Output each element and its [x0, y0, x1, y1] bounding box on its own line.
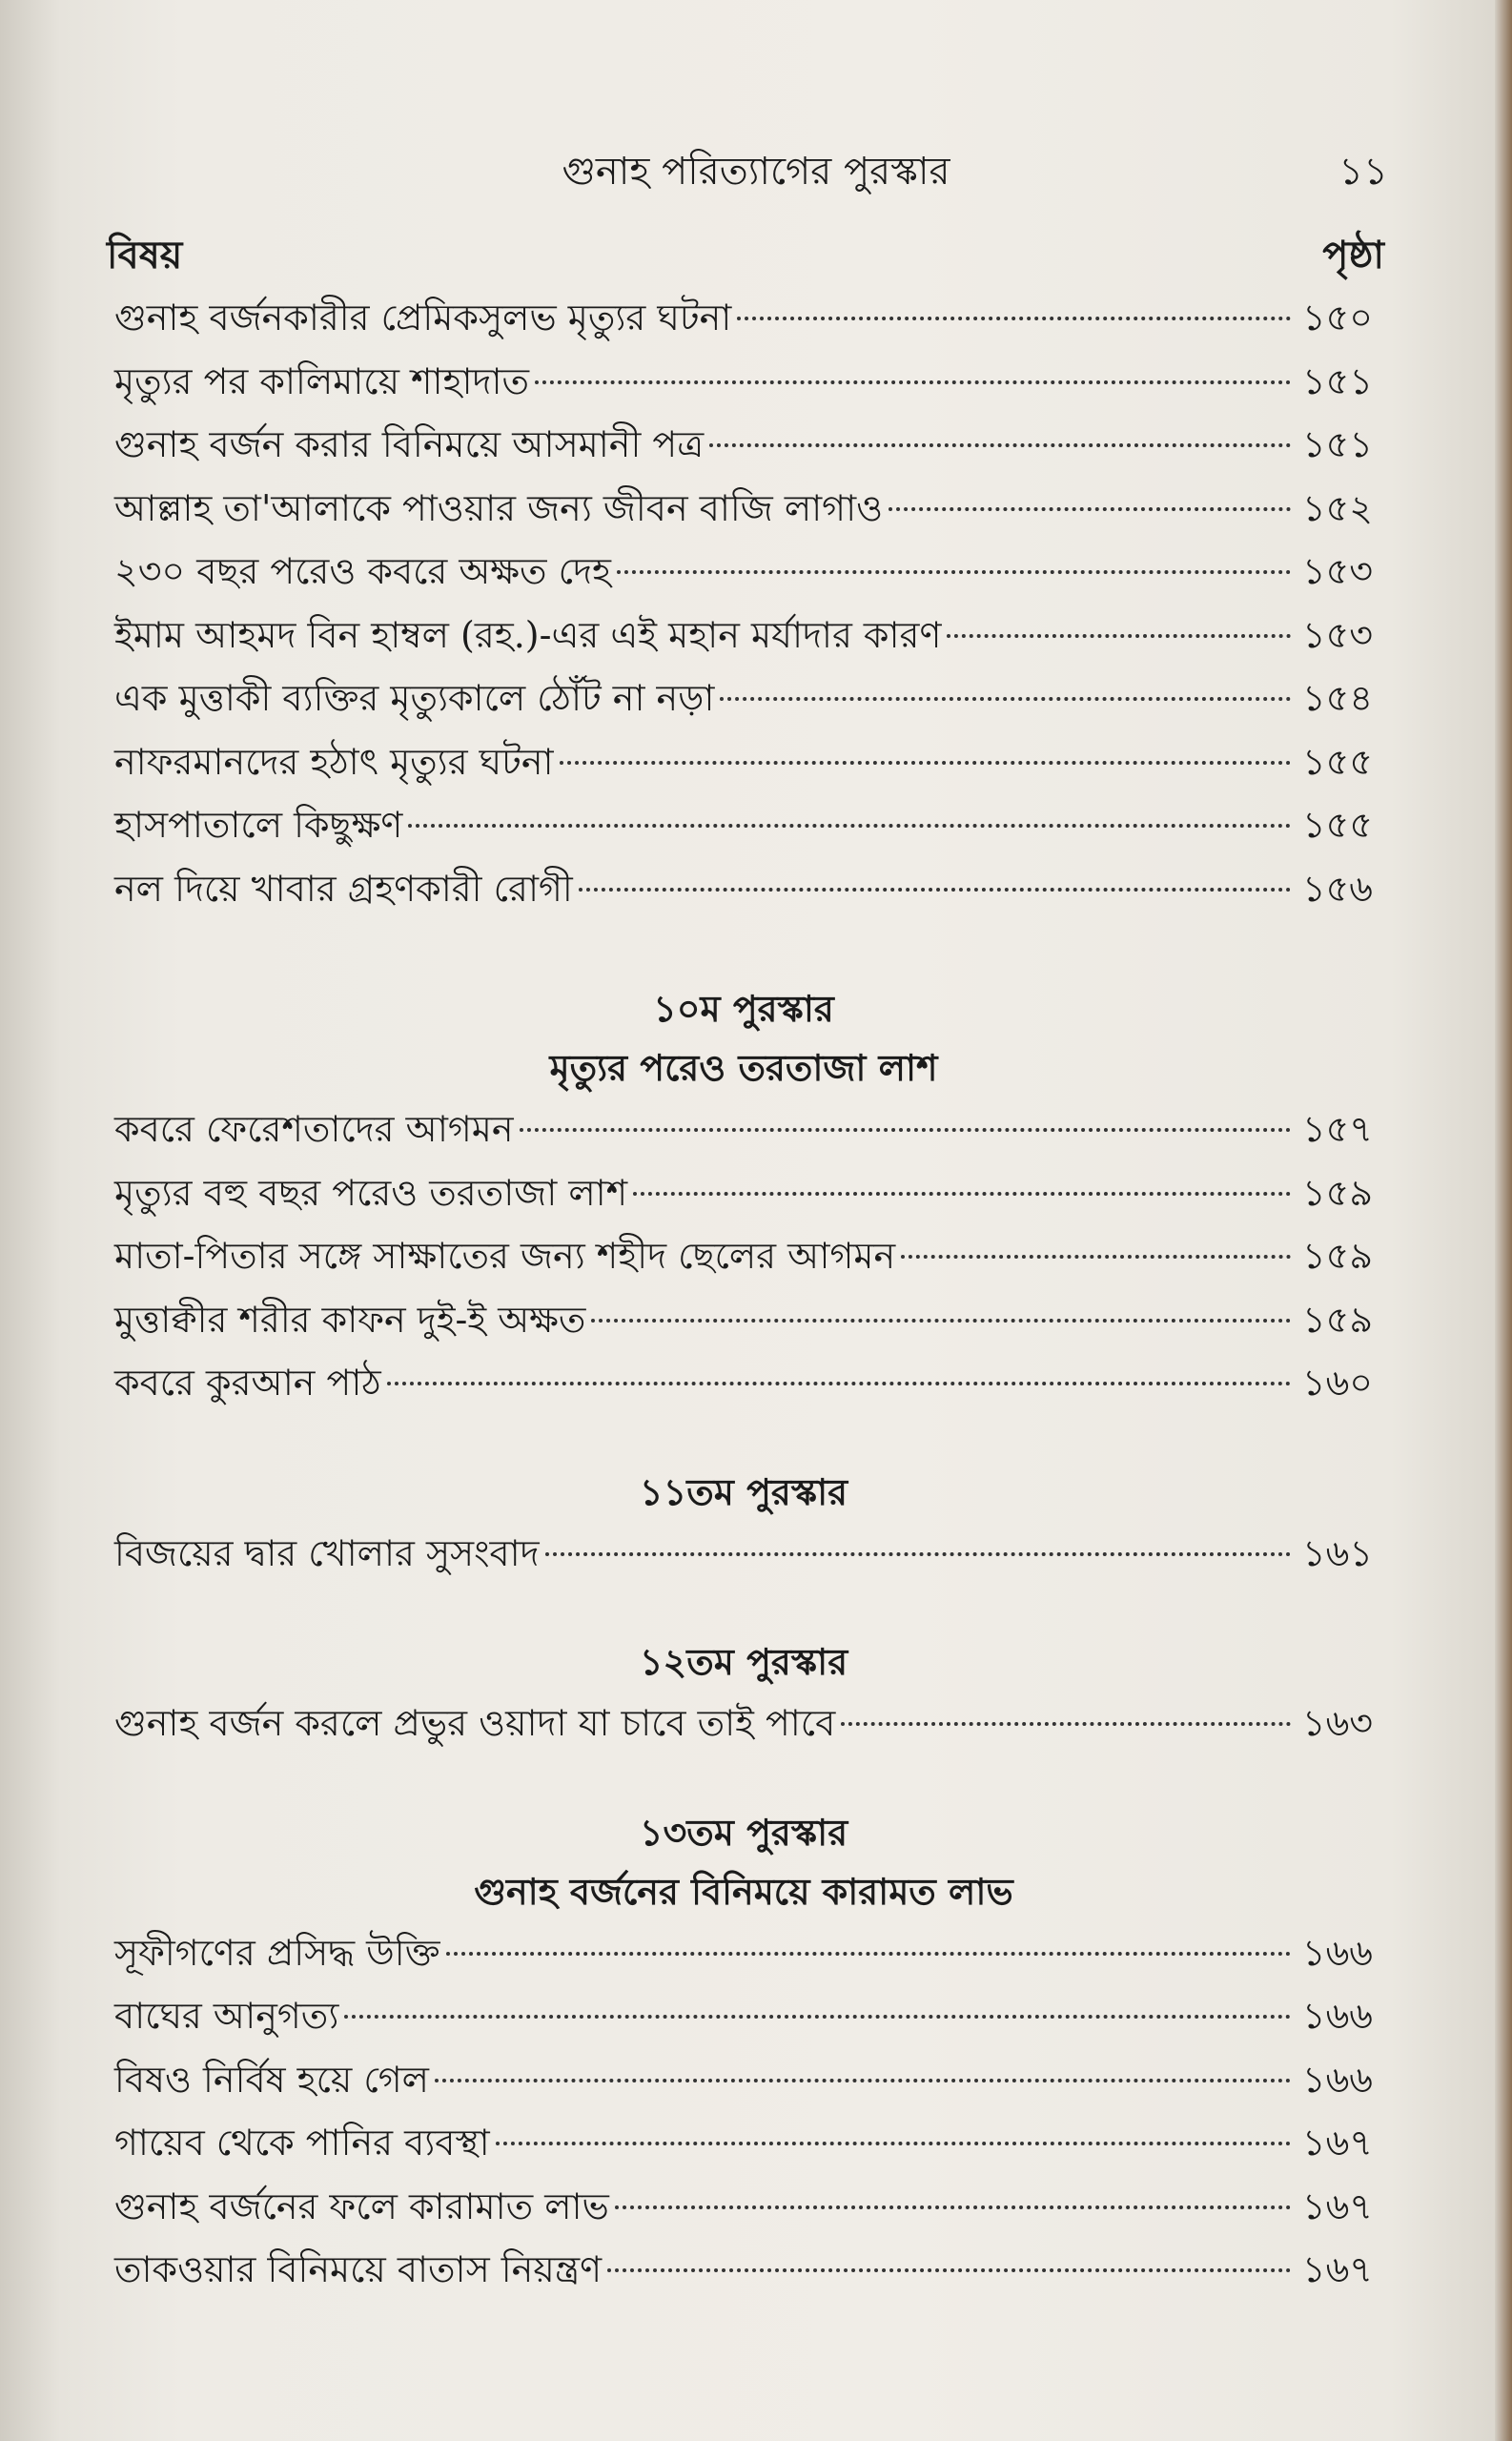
toc-entry-title: সূফীগণের প্রসিদ্ধ উক্তি	[114, 1931, 440, 1974]
toc-entry-title: বাঘের আনুগত্য	[114, 1995, 339, 2037]
dot-leader	[709, 443, 1291, 447]
toc-entry-page: ১৬৭	[1301, 2185, 1373, 2227]
dot-leader	[408, 824, 1291, 828]
toc-entry-title: বিজয়ের দ্বার খোলার সুসংবাদ	[114, 1531, 540, 1574]
toc-section-12	[114, 1632, 1373, 1755]
dot-leader	[617, 570, 1291, 574]
column-headers	[107, 227, 1384, 284]
dot-leader	[387, 1382, 1291, 1385]
toc-section-13	[114, 1803, 1373, 2302]
toc-entry-title: তাকওয়ার বিনিময়ে বাতাস নিয়ন্ত্রণ	[114, 2248, 603, 2290]
toc-entry-page: ১৬১	[1301, 1531, 1373, 1574]
toc-entry-title: নল দিয়ে খাবার গ্রহণকারী রোগী	[114, 867, 573, 910]
toc-entry	[114, 1522, 1373, 1586]
toc-entry-page: ১৫১	[1302, 423, 1373, 465]
dot-leader	[607, 2268, 1291, 2272]
toc-section-10	[114, 979, 1373, 1415]
running-head	[0, 143, 1512, 200]
dot-leader	[560, 761, 1291, 765]
toc-entry	[114, 2048, 1373, 2112]
dot-leader	[344, 2015, 1291, 2019]
dot-leader	[615, 2205, 1291, 2209]
toc-entry-page: ১৬৬	[1301, 1931, 1373, 1974]
toc-entry-title: নাফরমানদের হঠাৎ মৃত্যুর ঘটনা	[114, 740, 554, 783]
toc-entry	[114, 1921, 1373, 1985]
toc-entry-page: ১৫৬	[1301, 867, 1373, 910]
running-head-title: গুনাহ পরিত্যাগের পুরস্কার	[562, 150, 950, 194]
toc-entry-page: ১৬৬	[1301, 1995, 1373, 2037]
toc-entry-page: ১৫২	[1301, 486, 1373, 529]
toc-entry-title: মুত্তাক্বীর শরীর কাফন দুই-ই অক্ষত	[114, 1298, 586, 1341]
toc-entry	[114, 1692, 1373, 1755]
toc-entry	[114, 1161, 1373, 1225]
toc-entry	[114, 1097, 1373, 1161]
toc-entry-title: ২৩০ বছর পরেও কবরে অক্ষত দেহ	[114, 550, 611, 592]
dot-leader	[841, 1722, 1291, 1726]
toc-entry-page: ১৫৩	[1301, 550, 1373, 592]
toc-entry-page: ১৫৯	[1302, 1235, 1373, 1277]
toc-entry-page: ১৫৯	[1302, 1171, 1373, 1214]
toc-entry-page: ১৫৭	[1301, 1108, 1373, 1150]
toc-entry	[114, 350, 1373, 414]
dot-leader	[545, 1552, 1291, 1556]
dot-leader	[435, 2079, 1291, 2082]
dot-leader	[633, 1192, 1291, 1196]
toc-entry-page: ১৬৭	[1301, 2122, 1373, 2164]
toc-entry-page: ১৫৪	[1302, 677, 1373, 719]
dot-leader	[720, 697, 1291, 701]
dot-leader	[535, 380, 1291, 384]
toc-entry	[114, 1351, 1373, 1415]
toc-entry-title: কবরে কুরআন পাঠ	[114, 1362, 381, 1404]
toc-entry-page: ১৬৬	[1301, 2058, 1373, 2101]
toc-entry-page: ১৬৭	[1301, 2248, 1373, 2290]
toc-entry-title: কবরে ফেরেশতাদের আগমন	[114, 1108, 514, 1150]
toc-entry-page: ১৫৫	[1302, 804, 1373, 846]
toc-entry	[114, 286, 1373, 350]
toc-entry-page: ১৫৫	[1302, 740, 1373, 783]
toc-entry-title: গুনাহ বর্জনের ফলে কারামাত লাভ	[114, 2185, 609, 2227]
dot-leader	[520, 1128, 1291, 1132]
dot-leader	[496, 2142, 1291, 2145]
toc-entry-title: বিষও নির্বিষ হয়ে গেল	[114, 2058, 429, 2101]
toc-entry	[114, 413, 1373, 477]
toc-entry	[114, 857, 1373, 921]
toc-entry-title: গুনাহ বর্জনকারীর প্রেমিকসুলভ মৃত্যুর ঘটনা	[114, 297, 732, 338]
toc-entry-title: এক মুত্তাকী ব্যক্তির মৃত্যুকালে ঠোঁট না নড়া	[114, 677, 715, 719]
toc-group-intro	[114, 286, 1373, 920]
toc-entry-title: গায়েব থেকে পানির ব্যবস্থা	[114, 2122, 490, 2164]
section-number: ১৩তম পুরস্কার	[639, 1810, 848, 1854]
toc-entry	[114, 1984, 1373, 2048]
dot-leader	[446, 1952, 1291, 1956]
dot-leader	[901, 1255, 1291, 1259]
toc-section-11	[114, 1463, 1373, 1586]
section-number: ১১তম পুরস্কার	[639, 1469, 848, 1513]
toc-entry-title: মৃত্যুর বহু বছর পরেও তরতাজা লাশ	[114, 1171, 628, 1214]
toc-entry	[114, 730, 1373, 794]
dot-leader	[591, 1319, 1291, 1323]
page-number: ১১	[1338, 150, 1388, 194]
section-title: মৃত্যুর পরেও তরতাজা লাশ	[549, 1046, 938, 1089]
dot-leader	[737, 317, 1291, 320]
toc-entry	[114, 2238, 1373, 2302]
toc-entry-page: ১৫১	[1302, 359, 1373, 402]
toc-entry	[114, 667, 1373, 730]
toc-entry-page: ১৫৯	[1302, 1298, 1373, 1341]
toc-entry	[114, 2111, 1373, 2175]
toc-entry-title: মৃত্যুর পর কালিমায়ে শাহাদাত	[114, 359, 530, 402]
column-header-topic: বিষয়	[107, 233, 183, 277]
toc-entry-title: গুনাহ বর্জন করার বিনিময়ে আসমানী পত্র	[114, 423, 705, 465]
toc-entry	[114, 477, 1373, 541]
toc-entry	[114, 1224, 1373, 1288]
toc-entry	[114, 604, 1373, 667]
section-number: ১২তম পুরস্কার	[639, 1640, 848, 1683]
section-number: ১০ম পুরস্কার	[653, 987, 834, 1030]
toc-entry-title: ইমাম আহমদ বিন হাম্বল (রহ.)-এর এই মহান মর্যাদার কারণ	[114, 613, 942, 656]
toc-entry	[114, 1288, 1373, 1352]
toc-entry	[114, 793, 1373, 857]
table-of-contents	[114, 286, 1373, 2302]
toc-entry-page: ১৬৩	[1301, 1702, 1373, 1744]
section-title: গুনাহ বর্জনের বিনিময়ে কারামত লাভ	[474, 1869, 1013, 1913]
dot-leader	[947, 634, 1291, 638]
toc-entry-page: ১৬০	[1301, 1362, 1373, 1404]
column-header-page: পৃষ্ঠা	[1322, 233, 1384, 277]
dot-leader	[579, 888, 1291, 892]
toc-entry	[114, 540, 1373, 604]
toc-entry-title: আল্লাহ তা'আলাকে পাওয়ার জন্য জীবন বাজি লাগাও	[114, 486, 884, 529]
toc-entry	[114, 2175, 1373, 2239]
toc-entry-title: গুনাহ বর্জন করলে প্রভুর ওয়াদা যা চাবে তাই পাবে	[114, 1702, 836, 1744]
toc-entry-page: ১৫০	[1301, 297, 1373, 338]
toc-entry-title: মাতা-পিতার সঙ্গে সাক্ষাতের জন্য শহীদ ছেলের আগমন	[114, 1235, 896, 1277]
toc-entry-page: ১৫৩	[1301, 613, 1373, 656]
toc-entry-title: হাসপাতালে কিছুক্ষণ	[114, 804, 403, 846]
dot-leader	[889, 507, 1291, 511]
